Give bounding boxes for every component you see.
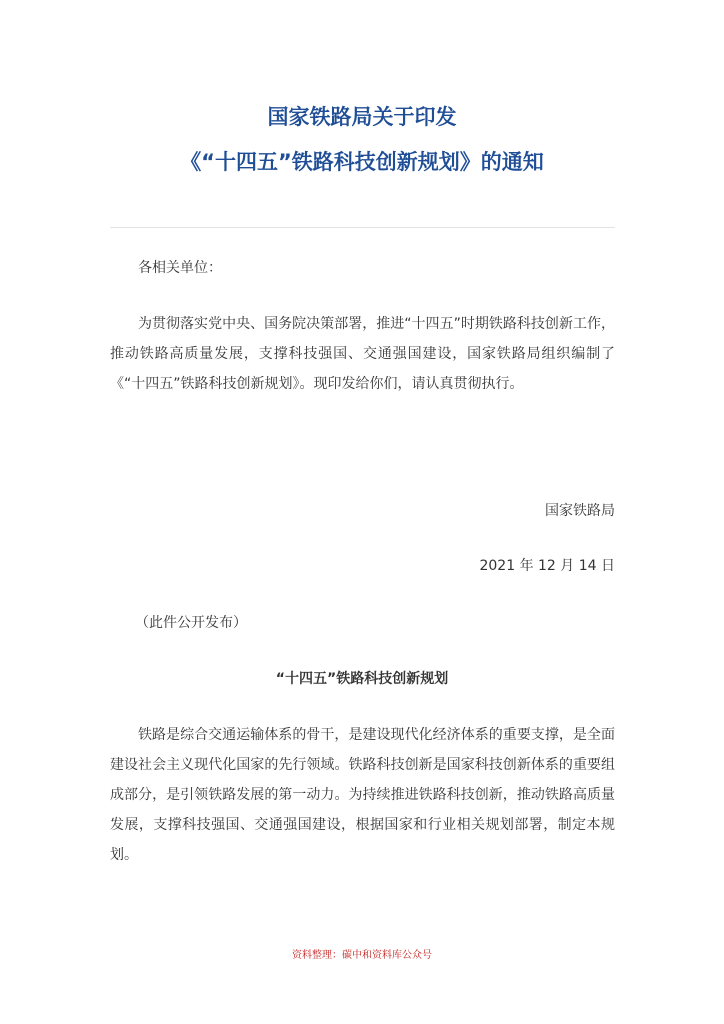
notice-issuer: 国家铁路局 xyxy=(545,503,615,519)
plan-intro: 铁路是综合交通运输体系的骨干，是建设现代化经济体系的重要支撑，是全面建设社会主义现代化国家的先行领域。铁路科技创新是国家科技创新体系的重要组成部分，是引领铁路发展的第一动力。为持续推进铁路科技创新，推动铁路高质量发展，支撑科技强国、交通强国建设，根据国家和行业相关规划部署，制定本规划。 xyxy=(110,727,615,863)
source-note: 资料整理：碳中和资料库公众号 xyxy=(292,950,432,961)
page-title-line-1: 国家铁路局关于印发 xyxy=(267,105,457,129)
publication-note: （此件公开发布） xyxy=(135,615,247,631)
plan-heading: “十四五”铁路科技创新规划 xyxy=(275,671,449,687)
notice-body: 为贯彻落实党中央、国务院决策部署，推进“十四五”时期铁路科技创新工作，推动铁路高质量发展，支撑科技强国、交通强国建设，国家铁路局组织编制了《“十四五”铁路科技创新规划》。现印发给你们，请认真贯彻执行。 xyxy=(110,316,615,392)
notice-salutation: 各相关单位： xyxy=(138,260,222,276)
page-title-line-2: 《“十四五”铁路科技创新规划》的通知 xyxy=(180,150,544,174)
title-divider xyxy=(110,227,615,228)
notice-date: 2021 年 12 月 14 日 xyxy=(479,558,615,574)
